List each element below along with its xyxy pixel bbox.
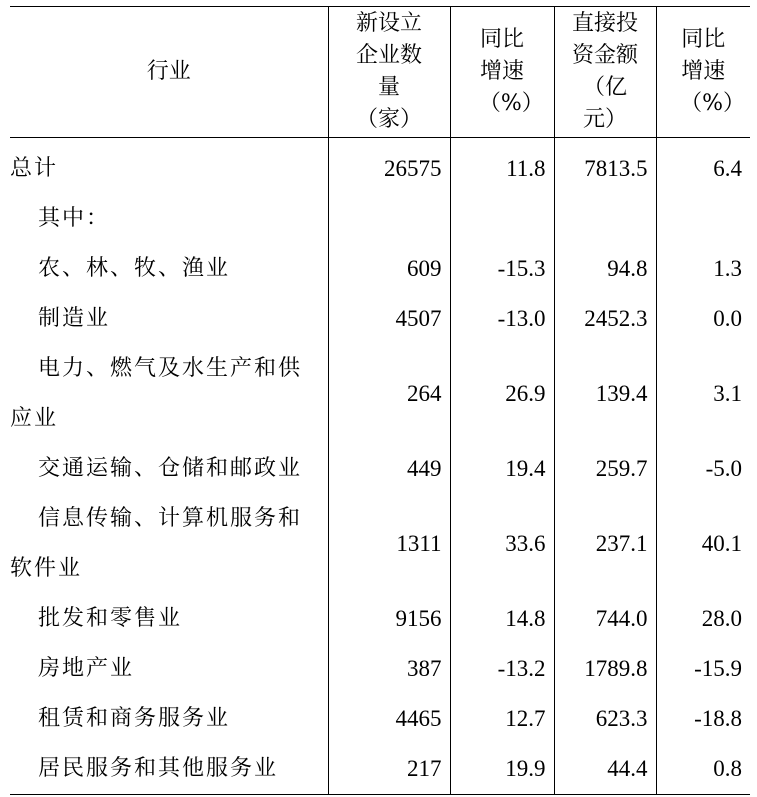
- row-name-line2: 应业: [10, 406, 59, 431]
- row-amount-yoy: 6.4: [656, 138, 750, 195]
- row-count: 217: [328, 744, 450, 795]
- row-amount: 2452.3: [554, 294, 656, 344]
- header-industry: 行业: [10, 7, 328, 138]
- row-amount: 744.0: [554, 594, 656, 644]
- row-name: [10, 494, 328, 594]
- row-amount-yoy: 28.0: [656, 594, 750, 644]
- row-count-yoy: -15.3: [450, 244, 554, 294]
- row-count-yoy: 11.8: [450, 138, 554, 195]
- row-amount: 623.3: [554, 694, 656, 744]
- row-amount: 259.7: [554, 444, 656, 494]
- row-name: 其中：: [38, 206, 111, 231]
- row-name: 农、林、牧、渔业: [38, 256, 231, 281]
- row-count: 1311: [328, 494, 450, 594]
- table-row-subheading: [10, 194, 750, 244]
- table-row: [10, 444, 750, 494]
- row-name: 租赁和商务服务业: [38, 706, 231, 731]
- row-amount-yoy: -15.9: [656, 644, 750, 694]
- row-amount-yoy: 40.1: [656, 494, 750, 594]
- table-row: [10, 294, 750, 344]
- row-amount: 237.1: [554, 494, 656, 594]
- row-name-line1: 电力、燃气及水生产和供: [38, 356, 303, 381]
- header-new-enterprises: 新设立企业数量（家）: [328, 7, 450, 138]
- row-amount-yoy: [656, 194, 750, 244]
- industry-investment-table: [10, 6, 750, 795]
- row-count-yoy: -13.0: [450, 294, 554, 344]
- table-row: [10, 644, 750, 694]
- row-count-yoy: -13.2: [450, 644, 554, 694]
- row-count: 609: [328, 244, 450, 294]
- row-amount: 94.8: [554, 244, 656, 294]
- table-row: [10, 494, 750, 594]
- row-count-yoy: [450, 194, 554, 244]
- row-name: 房地产业: [38, 656, 135, 681]
- table-row: [10, 594, 750, 644]
- row-count: 449: [328, 444, 450, 494]
- header-yoy-count: 同比增速（%）: [450, 7, 554, 138]
- table-row: [10, 244, 750, 294]
- row-name: 交通运输、仓储和邮政业: [38, 456, 303, 481]
- row-count: 9156: [328, 594, 450, 644]
- row-amount: 44.4: [554, 744, 656, 795]
- row-count: 264: [328, 344, 450, 444]
- row-count: [328, 194, 450, 244]
- row-count-yoy: 12.7: [450, 694, 554, 744]
- header-investment: 直接投资金额（亿元）: [554, 7, 656, 138]
- row-count-yoy: 33.6: [450, 494, 554, 594]
- row-amount: [554, 194, 656, 244]
- row-amount-yoy: -5.0: [656, 444, 750, 494]
- table-row: [10, 344, 750, 444]
- row-name: 制造业: [38, 306, 111, 331]
- row-name: 批发和零售业: [38, 606, 183, 631]
- row-count: 387: [328, 644, 450, 694]
- row-count-yoy: 19.9: [450, 744, 554, 795]
- row-count-yoy: 26.9: [450, 344, 554, 444]
- row-name: 总计: [10, 156, 59, 181]
- row-amount-yoy: 1.3: [656, 244, 750, 294]
- row-amount-yoy: 0.8: [656, 744, 750, 795]
- row-amount: 1789.8: [554, 644, 656, 694]
- row-count-yoy: 19.4: [450, 444, 554, 494]
- row-count-yoy: 14.8: [450, 594, 554, 644]
- row-name-line1: 信息传输、计算机服务和: [38, 506, 303, 531]
- row-name: [10, 344, 328, 444]
- row-amount: 7813.5: [554, 138, 656, 195]
- row-amount-yoy: -18.8: [656, 694, 750, 744]
- row-name-line2: 软件业: [10, 556, 83, 581]
- row-amount-yoy: 0.0: [656, 294, 750, 344]
- header-yoy-amount: 同比增速（%）: [656, 7, 750, 138]
- row-amount-yoy: 3.1: [656, 344, 750, 444]
- row-count: 4507: [328, 294, 450, 344]
- row-name: 居民服务和其他服务业: [10, 744, 328, 795]
- row-amount: 139.4: [554, 344, 656, 444]
- table-row-total: [10, 138, 750, 195]
- row-count: 4465: [328, 694, 450, 744]
- row-count: 26575: [328, 138, 450, 195]
- table-row: [10, 694, 750, 744]
- table-row: [10, 744, 750, 795]
- table-header-row: [10, 7, 750, 138]
